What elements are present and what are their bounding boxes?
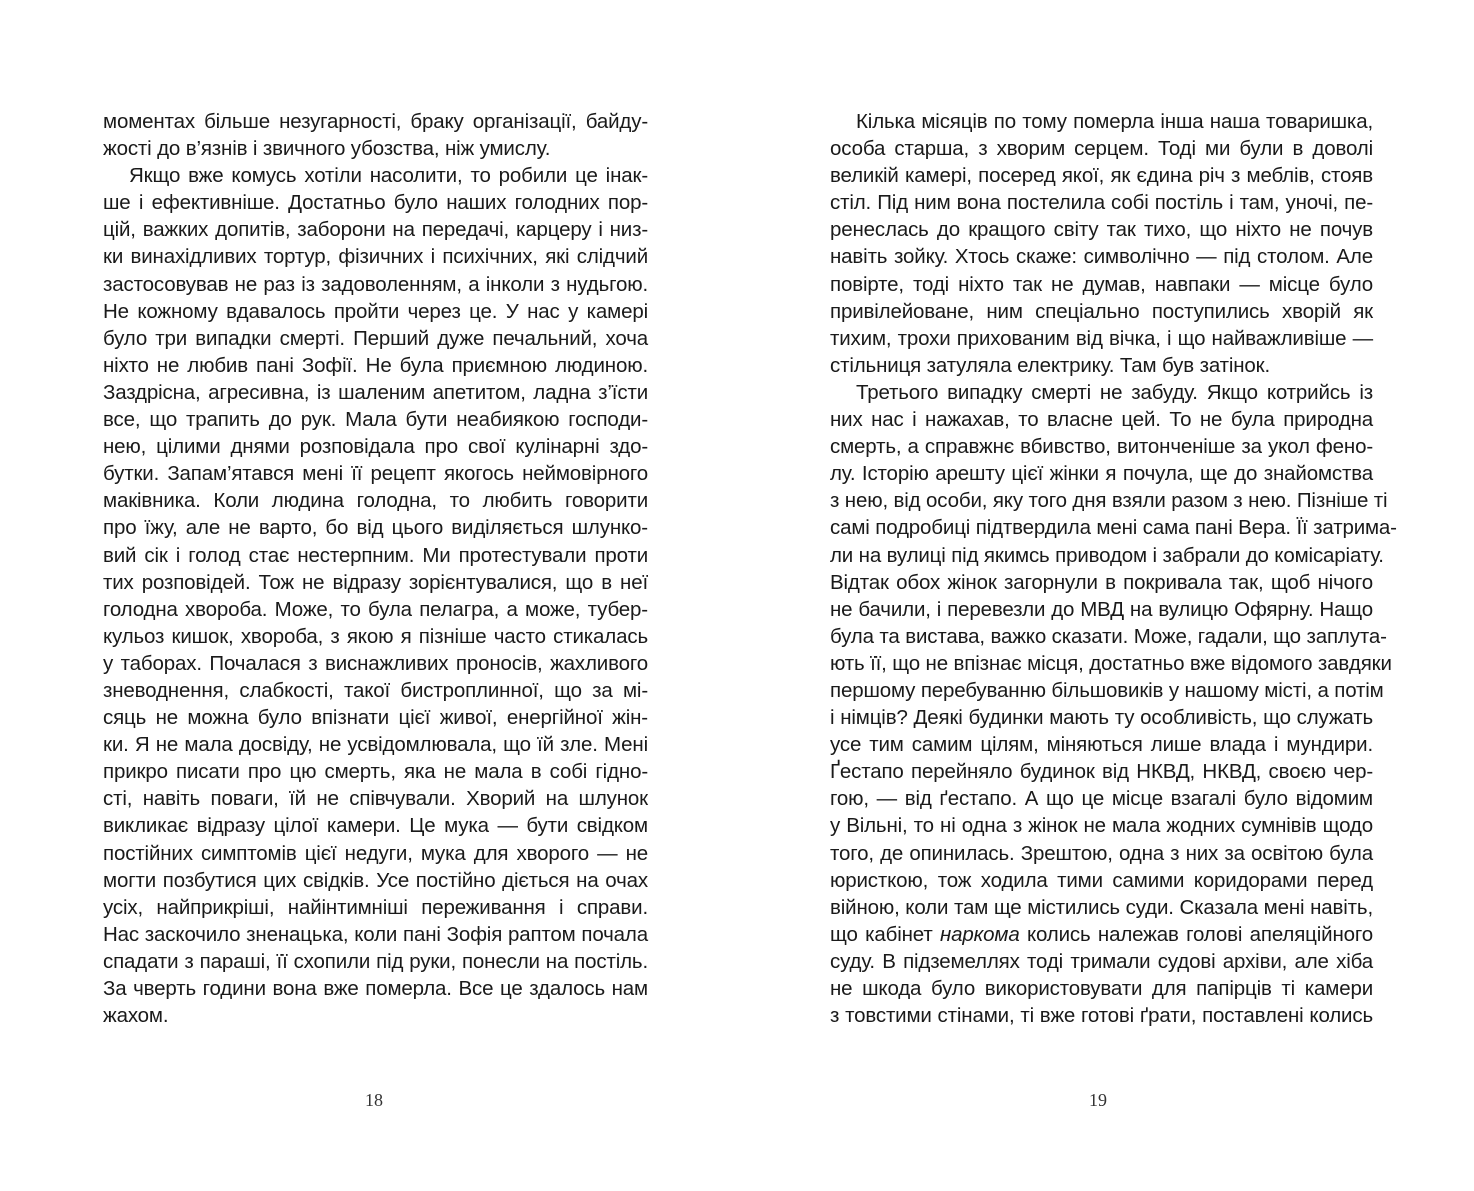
text-line: Ґестапо перейняло будинок від НКВД, НКВД, своєю чер- [830,760,1373,784]
text-line: Якщо вже комусь хотіли насолити, то робили це інак- [129,164,648,188]
text-line: Заздрісна, агресивна, із шаленим апетитом, ладна з’їсти [103,380,648,404]
text-line [830,921,1373,948]
italic-word: наркома [940,922,1020,946]
text-line: першому перебуванню більшовиків у нашому місті, а потім [830,678,1384,702]
text-line: лу. Історію арешту цієї жінки я почула, ще до знайомства [830,462,1373,486]
text-line: сяць не можна було впізнати цієї живої, енергійної жін- [103,706,648,730]
text-line: стільниця затуляла електрику. Там був затінок. [830,353,1271,377]
left-page-text [103,108,648,1029]
text-line: Нас заскочило зненацька, коли пані Зофія раптом почала [103,922,648,946]
text-line: прикро писати про цю смерть, яка не мала в собі гідно- [103,760,648,784]
text-line: ли на вулиці під якимсь приводом і забрали до комісаріату. [830,543,1384,567]
text-line: у таборах. Почалася з виснажливих проносів, жахливого [103,651,648,675]
text-line: спадати з параші, її схопили під руки, понесли на постіль. [103,949,648,973]
text-line: особа старша, з хворим серцем. Тоді ми були в доволі [830,137,1373,161]
text-line: постійних симптомів цієї недуги, мука для хворого — не [103,841,648,865]
text-line: ють її, що не впізнає місця, достатньо вже відомого завдяки [830,651,1392,675]
text-line: маківника. Коли людина голодна, то любить говорити [103,489,648,513]
text-line: привілейоване, ним спеціально поступились хворій як [830,299,1373,323]
text-line: могти позбутися цих свідків. Усе постійно діється на очах [103,868,648,892]
text-line: вий сік і голод стає нестерпним. Ми протестували проти [103,543,648,567]
text-line: викликає відразу цілої камери. Це мука — бути свідком [103,814,648,838]
text-line: того, де опинилась. Зрештою, одна з них за освітою була [830,841,1373,865]
text-line: Відтак обох жінок загорнули в покривала так, щоб нічого [830,570,1373,594]
text-line: бутки. Запам’ятався мені її рецепт якогось неймовірного [103,462,648,486]
text-line: було три випадки смерті. Перший дуже печальний, хоча [103,326,648,350]
text-line: з нею, від особи, яку того дня взяли разом з нею. Пізніше ті [830,489,1388,513]
text-line: повірте, тоді ніхто так не думав, навпаки — місце було [830,272,1373,296]
text-line: навіть зойку. Хтось скаже: символічно — під столом. Але [830,245,1373,269]
text-line: самі подробиці підтвердила мені сама пані Вера. Її затрима- [830,516,1397,540]
text-line: про їжу, але не варто, бо від цього виділяється шлунко- [103,516,648,540]
text-line: тих розповідей. Тож не відразу зорієнтувалися, що в неї [103,570,648,594]
text-line: нею, цілими днями розповідала про свої кулінарні здо- [103,435,648,459]
text-line: смерть, а справжнє вбивство, витонченіше за укол фено- [830,435,1373,459]
text-line: моментах більше незугарності, браку організації, байду- [103,110,648,133]
text-line: суду. В підземеллях тоді тримали судові архіви, але хіба [830,949,1373,973]
text-line: ренеслась до кращого світу так тихо, що ніхто не почув [830,218,1373,242]
text-line: не бачили, і перевезли до МВД на вулицю Офярну. Нащо [830,597,1373,621]
text-line: ніхто не любив пані Зофії. Не була приємною людиною. [103,353,648,377]
text-line: усіх, найприкріші, найінтимніші переживання і справи. [103,895,648,919]
text-line: ше і ефективніше. Достатньо було наших голодних пор- [103,191,648,215]
text-line: була та вистава, важко сказати. Може, гадали, що заплута- [830,624,1387,648]
text-segment: колись належав голові апеляційного [1019,922,1373,946]
text-line: жахом. [103,1004,169,1028]
text-line: ки винахідливих тортур, фізичних і психічних, які слідчий [103,245,648,269]
page-number-right: 19 [1089,1090,1107,1110]
text-line: все, що трапить до рук. Мала бути неабиякою господи- [103,408,648,432]
text-line: юристкою, тож ходила тими самими коридорами перед [830,868,1373,892]
text-line: стіл. Під ним вона постелила собі постіль і там, уночі, пе- [830,191,1373,215]
text-line: ки. Я не мала досвіду, не усвідомлювала, що їй зле. Мені [103,733,648,757]
text-line: і німців? Деякі будинки мають ту особливість, що служать [830,706,1373,730]
text-line: усе тим самим цілям, міняються лише влада і мундири. [830,733,1373,757]
text-line: цій, важких допитів, заборони на передачі, карцеру і низ- [103,218,648,242]
text-line: Кілька місяців по тому померла інша наша товаришка, [856,110,1373,133]
text-line: великій камері, посеред якої, як єдина річ з меблів, стояв [830,164,1373,188]
text-line: них нас і нажахав, то власне цей. То не була природна [830,408,1373,432]
text-line: сті, навіть поваги, їй не співчували. Хворий на шлунок [103,787,648,811]
text-line: війною, коли там ще містились суди. Сказала мені навіть, [830,895,1373,919]
right-page-text [830,108,1397,1029]
text-line: жості до в’язнів і звичного убозства, ніж умислу. [103,137,551,161]
text-line: не шкода було використовувати для папірців ті камери [830,977,1373,1000]
text-line: тихим, трохи прихованим від вічка, і що найважливіше — [830,326,1373,350]
text-line: з товстими стінами, ті вже готові ґрати, поставлені колись [830,1004,1373,1028]
text-line: кульоз кишок, хвороба, з якою я пізніше часто стикалась [103,624,648,648]
text-line: у Вільні, то ні одна з жінок не мала жодних сумнівів щодо [830,814,1373,838]
text-line: голодна хвороба. Може, то була пелагра, а може, тубер- [103,597,648,621]
page-number-left: 18 [365,1090,383,1110]
text-line: За чверть години вона вже померла. Все це здалось нам [103,977,648,1000]
text-line: Не кожному вдавалось пройти через це. У нас у камері [103,299,648,323]
text-line: зневоднення, слабкості, такої бистроплинної, що за мі- [103,678,648,702]
text-line: Третього випадку смерті не забуду. Якщо котрийсь із [856,380,1373,404]
text-segment: що кабінет [830,922,940,946]
text-line: застосовував не раз із задоволенням, а інколи з нудьгою. [103,272,648,296]
text-line: гою, — від ґестапо. А що це місце взагалі було відомим [830,787,1373,811]
